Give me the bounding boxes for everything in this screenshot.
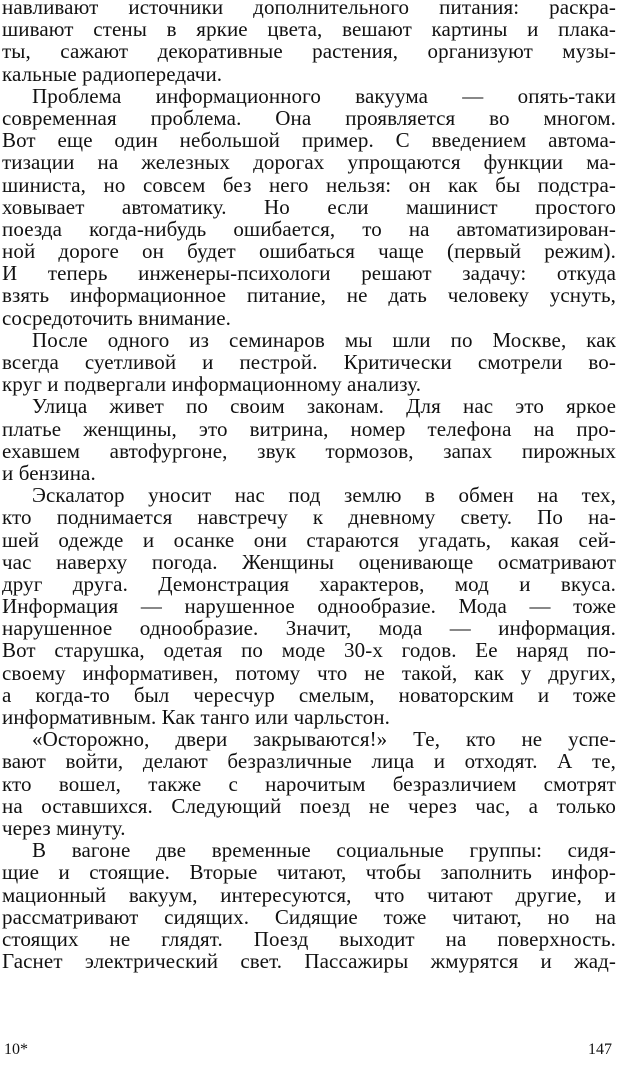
paragraph [2, 329, 616, 396]
text-line: на оставшихся. Следующий поезд не через час, а только [2, 793, 616, 818]
text-line: всегда суетливой и пестрой. Критически смотрели во- [2, 350, 616, 374]
text-line: тизации на железных дорогах упрощаются функции ма- [2, 150, 616, 175]
text-line: В вагоне две временные социальные группы: сидя- [32, 838, 616, 863]
text-line: и бензина. [2, 460, 96, 485]
signature-mark: 10* [4, 1041, 28, 1058]
text-line: взять информационное питание, не дать человеку уснуть, [2, 283, 616, 308]
page-number: 147 [588, 1041, 612, 1058]
page-footer [4, 1038, 612, 1062]
text-line: шей одежде и осанке они стараются угадать, какая сей- [2, 527, 616, 552]
text-line: После одного из семинаров мы шли по Москве, как [32, 327, 616, 352]
text-line: нарушенное однообразие. Значит, мода — информация. [2, 616, 616, 641]
text-line: Гаснет электрический свет. Пассажиры жмурятся и жад- [2, 949, 616, 974]
paragraph [2, 85, 616, 329]
text-line: через минуту. [2, 815, 126, 840]
text-line: навливают источники дополнительного питания: раскра- [2, 0, 616, 19]
text-line: кто вошел, также с нарочитым безразличием смотрят [2, 771, 616, 796]
text-line: ехавшем автофургоне, звук тормозов, запах пирожных [2, 438, 616, 463]
text-line: шивают стены в яркие цвета, вешают картины и плака- [2, 17, 616, 42]
text-line: платье женщины, это витрина, номер телефона на про- [2, 416, 616, 441]
paragraph [2, 0, 616, 85]
text-line: И теперь инженеры-психологи решают задачу: откуда [2, 261, 616, 286]
page-body-text [2, 0, 616, 972]
text-line: поезда когда-нибудь ошибается, то на автоматизирован- [2, 216, 616, 241]
text-line: ховывает автоматику. Но если машинист простого [2, 194, 616, 219]
text-line: щие и стоящие. Вторые читают, чтобы заполнить инфор- [2, 860, 616, 885]
text-line: друг друга. Демонстрация характеров, мод и вкуса. [2, 571, 616, 596]
text-line: кто поднимается навстречу к дневному свету. По на- [2, 505, 616, 530]
text-line: стоящих не глядят. Поезд выходит на поверхность. [2, 926, 616, 951]
text-line: Информация — нарушенное однообразие. Мода — тоже [2, 594, 616, 619]
text-line: круг и подвергали информационному анализу. [2, 372, 422, 397]
text-line: ной дороге он будет ошибаться чаще (первый режим). [2, 239, 616, 264]
text-line: час наверху погода. Женщины оценивающе осматривают [2, 549, 616, 574]
text-line: ты, сажают декоративные растения, организуют музы- [2, 39, 616, 64]
text-line: Вот еще один небольшой пример. С введением автома- [2, 128, 616, 153]
text-line: кальные радиопередачи. [2, 61, 223, 86]
text-line: Вот старушка, одетая по моде 30-х годов. Ее наряд по- [2, 638, 616, 663]
text-line: Улица живет по своим законам. Для нас это яркое [32, 394, 616, 419]
text-line: сосредоточить внимание. [2, 305, 231, 330]
paragraph [2, 839, 616, 972]
paragraph [2, 484, 616, 728]
text-line: рассматривают сидящих. Сидящие тоже читают, но на [2, 904, 616, 929]
text-line: информативным. Как танго или чарльстон. [2, 705, 390, 729]
paragraph [2, 395, 616, 484]
text-line: мационный вакуум, интересуются, что читают другие, и [2, 882, 616, 907]
text-line: современная проблема. Она проявляется во многом. [2, 105, 616, 130]
text-line: «Осторожно, двери закрываются!» Те, кто не успе- [32, 727, 616, 752]
text-line: шиниста, но совсем без него нельзя: он как бы подстра- [2, 172, 616, 197]
text-line: Проблема информационного вакуума — опять-таки [32, 83, 616, 108]
text-line: своему информативен, потому что не такой, как у других, [2, 660, 616, 685]
text-line: Эскалатор уносит нас под землю в обмен на тех, [32, 483, 616, 508]
text-line: а когда-то был чересчур смелым, новаторским и тоже [2, 682, 616, 707]
text-line: вают войти, делают безразличные лица и отходят. А те, [2, 749, 616, 774]
paragraph [2, 728, 616, 839]
